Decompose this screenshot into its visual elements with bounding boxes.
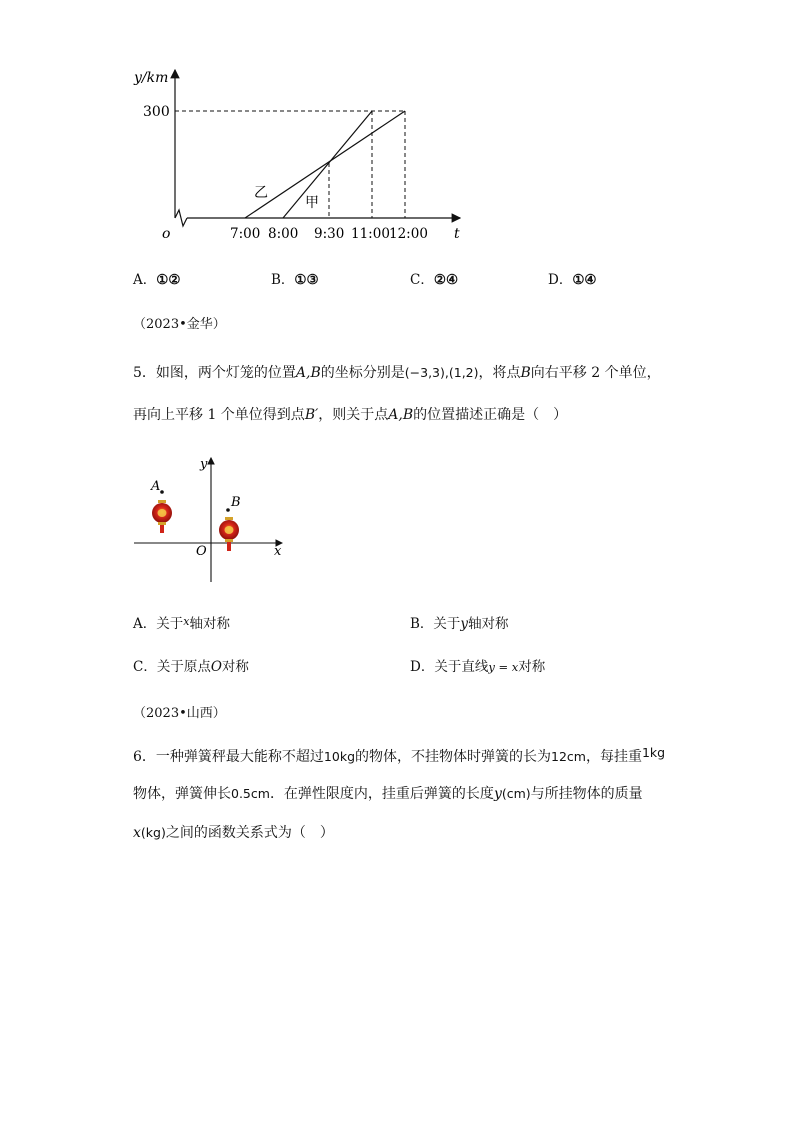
q6-line-3: x(kg)之间的函数关系式为（ ） xyxy=(133,825,334,841)
tick-700: 7:00 xyxy=(230,226,261,242)
q4-option-a[interactable]: A．①② xyxy=(133,272,181,288)
line-yi xyxy=(245,111,405,218)
q5-line-1: 5．如图，两个灯笼的位置A,B的坐标分别是(−3,3),(1,2)，将点B向右平移 2 个单位， xyxy=(133,365,661,381)
x-axis-label: t xyxy=(454,226,460,242)
x-axis-break xyxy=(175,210,187,226)
lantern-coordinate-figure xyxy=(128,450,288,585)
q5-option-c[interactable]: C．关于原点O对称 xyxy=(133,659,249,675)
line-jia xyxy=(283,111,372,218)
source-jinhua: （2023•金华） xyxy=(133,317,226,332)
point-a-label: A xyxy=(151,479,161,494)
q5-line-2: 再向上平移 1 个单位得到点B′，则关于点A,B的位置描述正确是（ ） xyxy=(133,407,568,423)
q5-option-a[interactable]: A．关于$^x$轴对称 xyxy=(133,615,230,632)
q6-line-2: 物体，弹簧伸长0.5cm．在弹性限度内，挂重后弹簧的长度y(cm)与所挂物体的质量 xyxy=(133,786,643,802)
fig2-y-label: y xyxy=(200,457,208,472)
source-shanxi: （2023•山西） xyxy=(133,706,226,721)
point-a xyxy=(160,490,164,494)
point-b xyxy=(226,508,230,512)
tick-1200: 12:00 xyxy=(389,226,428,242)
lantern-b-icon xyxy=(219,517,239,551)
point-b-label: B xyxy=(231,495,241,510)
q6-line-1: 6．一种弹簧秤最大能称不超过10kg的物体，不挂物体时弹簧的长为12cm，每挂重1kg xyxy=(133,745,666,765)
label-jia: 甲 xyxy=(305,195,319,211)
q4-option-c[interactable]: C．②④ xyxy=(410,272,459,288)
tick-800: 8:00 xyxy=(268,226,299,242)
q4-option-d[interactable]: D．①④ xyxy=(548,272,597,288)
q4-option-b[interactable]: B．①③ xyxy=(271,272,319,288)
lantern-a-icon xyxy=(152,500,172,533)
distance-time-graph xyxy=(125,58,475,248)
fig2-origin: O xyxy=(196,544,207,559)
y-axis-label: y/km xyxy=(134,70,169,86)
y-tick-300: 300 xyxy=(143,104,170,120)
label-yi: 乙 xyxy=(254,185,268,201)
q5-option-b[interactable]: B．关于y轴对称 xyxy=(410,616,509,632)
fig2-x-label: x xyxy=(274,544,282,559)
origin-label: o xyxy=(162,226,171,242)
tick-1100: 11:00 xyxy=(351,226,390,242)
tick-930: 9:30 xyxy=(314,226,345,242)
q5-option-d[interactable]: D．关于直线y = x对称 xyxy=(410,659,546,675)
